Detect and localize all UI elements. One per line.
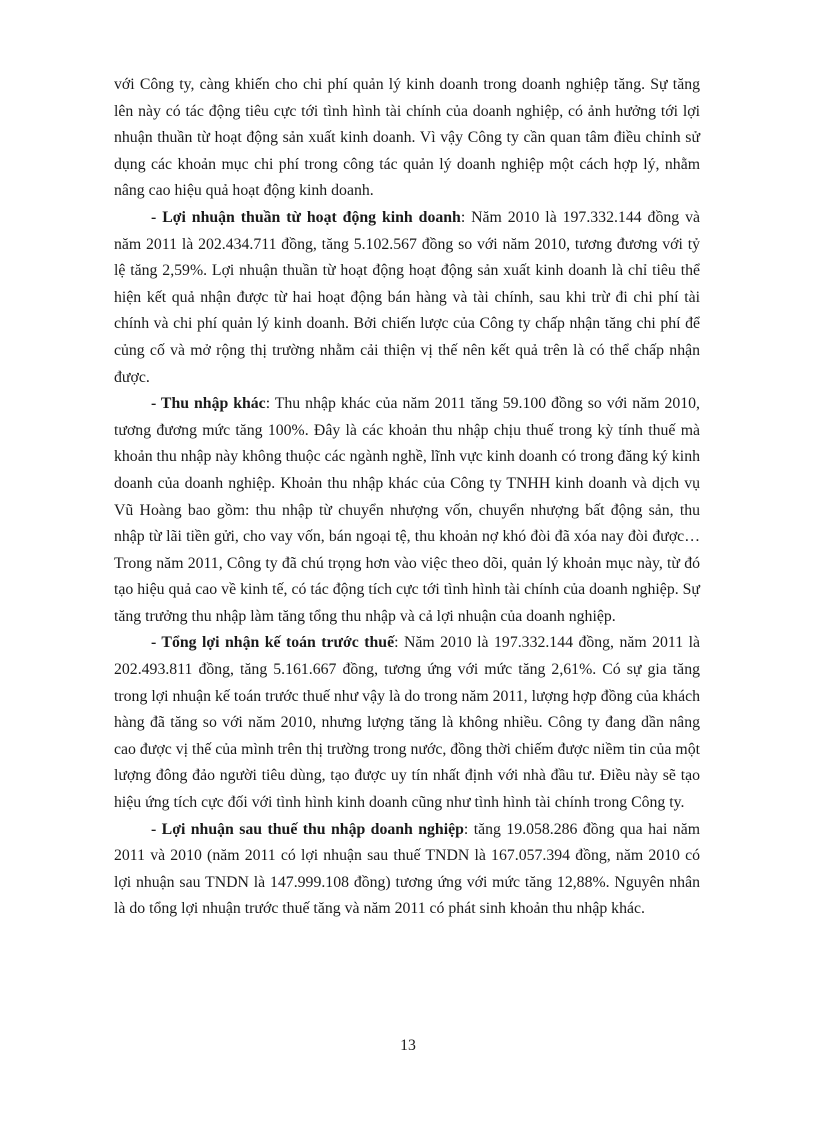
paragraph-continuation <box>114 72 700 205</box>
document-body <box>114 72 700 923</box>
paragraph-text: : Thu nhập khác của năm 2011 tăng 59.100 đồng so với năm 2010, tương đương mức tăng 100%. Đây là các khoản thu nhập chịu thuế trong kỳ tính thuế mà khoản thu nhập này không thuộc các ngành nghề, lĩnh vực kinh doanh có trong đăng ký kinh doanh của doanh nghiệp. Khoản thu nhập khác của Công ty TNHH kinh doanh và dịch vụ Vũ Hoàng bao gồm: thu nhập từ chuyển nhượng vốn, chuyển nhượng bất động sản, thu nhập từ lãi tiền gửi, cho vay vốn, bán ngoại tệ, thu khoản nợ khó đòi đã xóa nay đòi được… Trong năm 2011, Công ty đã chú trọng hơn vào việc theo dõi, quản lý khoản mục này, từ đó tạo hiệu quả cao về kinh tế, có tác động tích cực tới tình hình tài chính của doanh nghiệp. Sự tăng trưởng thu nhập làm tăng tổng thu nhập và cả lợi nhuận của doanh nghiệp. <box>114 395 701 625</box>
paragraph-heading: - Lợi nhuận thuần từ hoạt động kinh doanh <box>151 208 461 226</box>
paragraph-text: với Công ty, càng khiến cho chi phí quản lý kinh doanh trong doanh nghiệp tăng. Sự tăng lên này có tác động tiêu cực tới tình hình tài chính của doanh nghiệp, có ảnh hưởng tới lợi nhuận thuần từ hoạt động sản xuất kinh doanh. Vì vậy Công ty cần quan tâm điều chỉnh sử dụng các khoản mục chi phí trong công tác quản lý doanh nghiệp một cách hợp lý, nhằm nâng cao hiệu quả hoạt động kinh doanh. <box>114 76 700 200</box>
paragraph-profit-before-tax <box>114 630 700 816</box>
paragraph-text: : tăng 19.058.286 đồng qua hai năm 2011 và 2010 (năm 2011 có lợi nhuận sau thuế TNDN là 167.057.394 đồng, năm 2010 có lợi nhuận sau TNDN là 147.999.108 đồng) tương ứng với mức tăng 12,88%. Nguyên nhân là do tổng lợi nhuận trước thuế tăng và năm 2011 có phát sinh khoản thu nhập khác. <box>114 820 700 918</box>
paragraph-heading: - Lợi nhuận sau thuế thu nhập doanh nghiệp <box>151 820 464 838</box>
paragraph-profit-after-tax <box>114 817 700 923</box>
paragraph-net-operating-profit <box>114 205 700 391</box>
paragraph-other-income <box>114 391 700 630</box>
paragraph-text: : Năm 2010 là 197.332.144 đồng, năm 2011 là 202.493.811 đồng, tăng 5.161.667 đồng, tương ứng với mức tăng 2,61%. Có sự gia tăng trong lợi nhuận kế toán trước thuế như vậy là do trong năm 2011, lượng hợp đồng của khách hàng đã tăng so với năm 2010, nhưng lượng tăng là không nhiều. Công ty đang dần nâng cao được vị thế của mình trên thị trường trong nước, đồng thời chiếm được niềm tin của một lượng đông đảo người tiêu dùng, tạo được uy tín nhất định với nhà đầu tư. Điều này sẽ tạo hiệu ứng tích cực đối với tình hình kinh doanh cũng như tình hình tài chính trong Công ty. <box>114 634 700 812</box>
paragraph-heading: - Thu nhập khác <box>151 395 266 413</box>
paragraph-text: : Năm 2010 là 197.332.144 đồng và năm 2011 là 202.434.711 đồng, tăng 5.102.567 đồng so với năm 2010, tương đương với tỷ lệ tăng 2,59%. Lợi nhuận thuần từ hoạt động hoạt động sản xuất kinh doanh là chỉ tiêu thể hiện kết quả nhận được từ hai hoạt động bán hàng và tài chính, sau khi trừ đi chi phí tài chính và chi phí quản lý kinh doanh. Bởi chiến lược của Công ty chấp nhận tăng chi phí để củng cố và mở rộng thị trường nhằm cải thiện vị thế nên kết quả trên là có thể chấp nhận được. <box>114 208 700 386</box>
paragraph-heading: - Tổng lợi nhận kế toán trước thuế <box>151 634 395 652</box>
page-number: 13 <box>400 1037 416 1054</box>
